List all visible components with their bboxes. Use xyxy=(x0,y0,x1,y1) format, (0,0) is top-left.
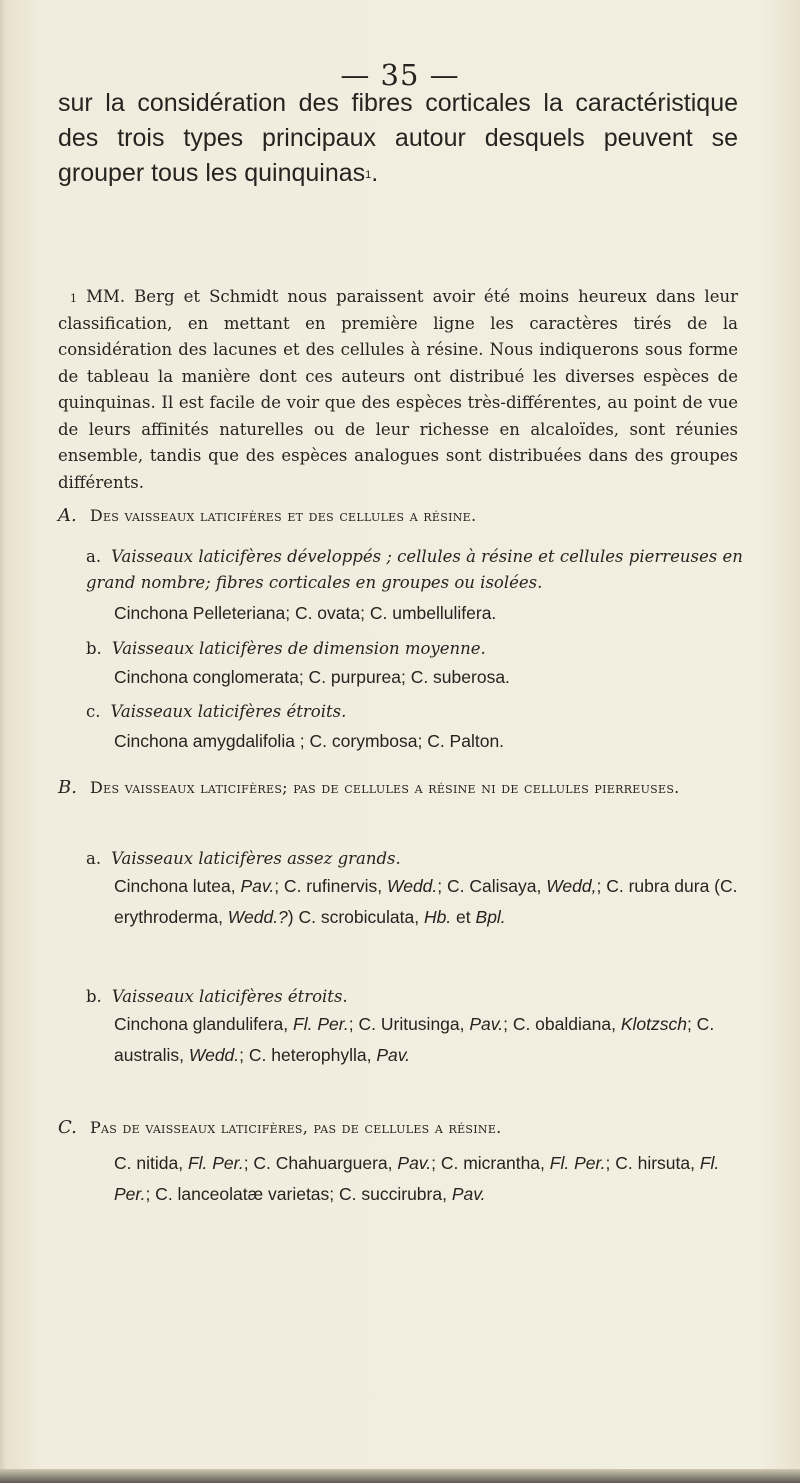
scan-bottom-edge xyxy=(0,1469,800,1483)
sub-label: b. xyxy=(86,639,102,658)
page-number: — 35 — xyxy=(340,58,460,92)
section-a-sub-a-species: Cinchona Pelleteriana; C. ovata; C. umbellulifera. xyxy=(114,603,497,623)
section-a-sub-b-species: Cinchona conglomerata; C. purpurea; C. suberosa. xyxy=(114,667,510,687)
section-a-heading xyxy=(58,502,748,530)
section-b-sub-b-species: Cinchona glandulifera, Fl. Per.; C. Uritusinga, Pav.; C. obaldiana, Klotzsch; C. australis, Wedd.; C. heterophylla, Pav. xyxy=(114,1014,715,1065)
footnote xyxy=(58,284,738,496)
section-c-letter: C. xyxy=(58,1117,77,1138)
section-a-letter: A. xyxy=(58,505,77,526)
page-edge-shadow xyxy=(0,0,6,1483)
sub-label: b. xyxy=(86,987,102,1006)
sub-description: Vaisseaux laticifères développés ; cellules à résine et cellules pierreuses en grand nombre; fibres corticales en groupes ou isolées. xyxy=(86,547,743,592)
section-b-letter: B. xyxy=(58,777,77,798)
section-c-species: C. nitida, Fl. Per.; C. Chahuarguera, Pav.; C. micrantha, Fl. Per.; C. hirsuta, Fl. Per.; C. lanceolatæ varietas; C. succirubra, Pav. xyxy=(114,1153,720,1204)
sub-description: Vaisseaux laticifères étroits. xyxy=(110,702,347,721)
sub-description: Vaisseaux laticifères étroits. xyxy=(111,987,348,1006)
footnote-marker: 1 xyxy=(70,292,77,305)
sub-label: a. xyxy=(86,849,102,868)
section-a-sub-c xyxy=(86,699,746,725)
intro-end: . xyxy=(371,159,379,187)
section-a-sub-c-species: Cinchona amygdalifolia ; C. corymbosa; C. Palton. xyxy=(114,731,505,751)
section-a-title: Des vaisseaux laticifères et des cellules a résine. xyxy=(89,506,477,525)
section-b-title: Des vaisseaux laticifères; pas de cellules a résine ni de cellules pierreuses. xyxy=(90,778,680,797)
intro-paragraph xyxy=(58,86,738,191)
intro-text: sur la considération des fibres corticales la caractéristique des trois types principaux autour desquels peuvent se grouper tous les quinquinas xyxy=(58,89,738,187)
section-b-sub-a-species: Cinchona lutea, Pav.; C. rufinervis, Wedd.; C. Calisaya, Wedd,; C. rubra dura (C. erythroderma, Wedd.?) C. scrobiculata, Hb. et Bpl. xyxy=(114,876,738,927)
sub-label: c. xyxy=(86,702,101,721)
sub-description: Vaisseaux laticifères assez grands. xyxy=(111,849,401,868)
section-b-heading xyxy=(58,774,748,802)
section-b-sub-a xyxy=(86,846,746,872)
section-c-heading xyxy=(58,1114,748,1142)
footnote-reference: 1 xyxy=(365,169,372,181)
sub-description: Vaisseaux laticifères de dimension moyenne. xyxy=(111,639,486,658)
sub-label: a. xyxy=(86,547,102,566)
section-b-sub-b xyxy=(86,984,746,1010)
section-a-sub-a xyxy=(86,544,746,596)
section-a-sub-b xyxy=(86,636,746,662)
footnote-text: MM. Berg et Schmidt nous paraissent avoir été moins heureux dans leur classification, en mettant en première ligne les caractères tirés de la considération des lacunes et des cellules à résine. Nous indiquerons sous forme de tableau la manière dont ces auteurs ont distribué les diverses espèces de quinquinas. Il est facile de voir que des espèces très-différentes, au point de vue de leurs affinités naturelles ou de leur richesse en alcaloïdes, sont réunies ensemble, tandis que des espèces analogues sont distribuées dans des groupes différents. xyxy=(58,287,738,492)
section-c-title: Pas de vaisseaux laticifères, pas de cellules a résine. xyxy=(89,1118,502,1137)
